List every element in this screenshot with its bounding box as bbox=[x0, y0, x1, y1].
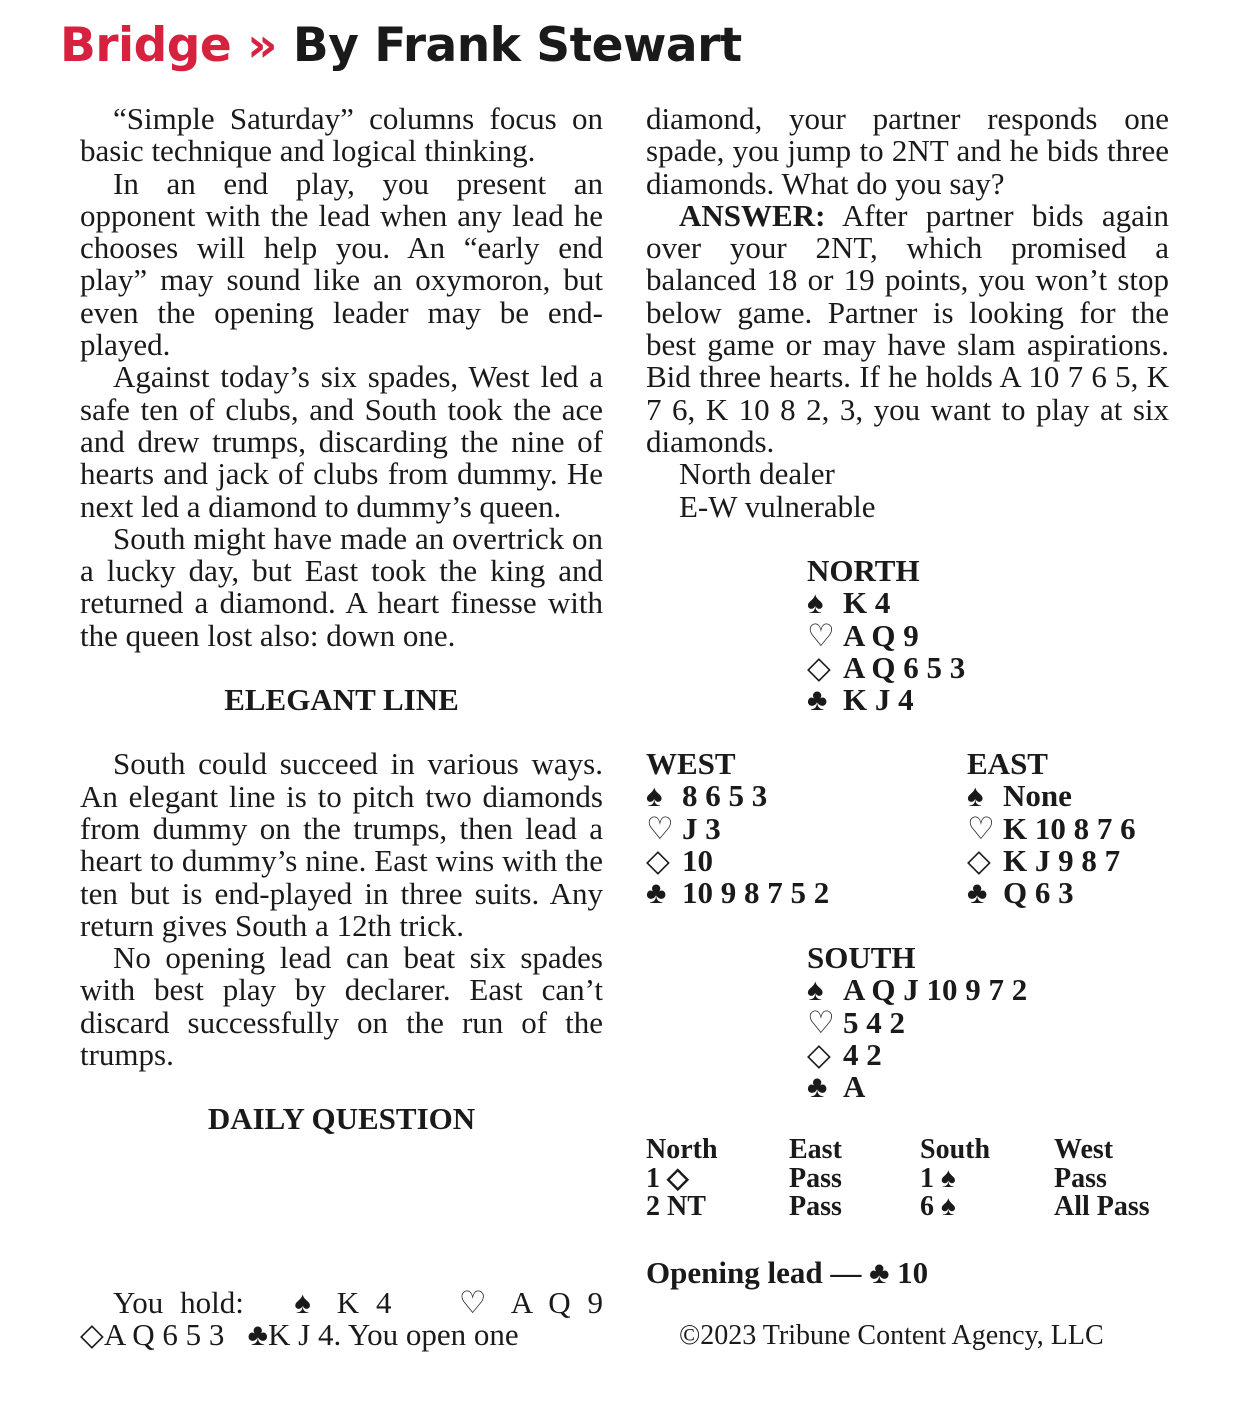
spade-icon: ♠ bbox=[807, 972, 824, 1008]
heart-icon: ♡ bbox=[967, 810, 995, 846]
club-icon: ♣ bbox=[247, 1317, 269, 1353]
auction-header: North bbox=[646, 1134, 718, 1165]
paragraph: “Simple Saturday” columns focus on basic technique and logical thinking. bbox=[80, 101, 603, 169]
hand-title: SOUTH bbox=[807, 940, 916, 975]
vulnerability: E-W vulnerable bbox=[679, 488, 876, 524]
east-clubs: Q 6 3 bbox=[1003, 875, 1074, 911]
south-diamonds: 4 2 bbox=[843, 1036, 882, 1072]
right-column bbox=[646, 103, 1169, 523]
diamond-icon: ◇ bbox=[80, 1317, 104, 1353]
north-spades: K 4 bbox=[843, 585, 891, 621]
auction-bid: 1 ♠ bbox=[920, 1162, 956, 1194]
west-clubs: 10 9 8 7 5 2 bbox=[682, 875, 830, 911]
answer-text: After partner bids again over your 2NT, which promised a balanced 18 or 19 points, you won’t stop below game. Partner is looking for the best game or may have slam aspirations. Bid three hearts. If he holds A 10 7 6 5, K 7 6, K 10 8 2, 3, you want to play at six diamonds. bbox=[646, 197, 1169, 459]
subheading-elegant-line: ELEGANT LINE bbox=[224, 682, 459, 718]
heart-icon: ♡ bbox=[807, 1004, 835, 1040]
east-hand bbox=[967, 748, 1136, 909]
subheading-daily-question: DAILY QUESTION bbox=[207, 1101, 476, 1137]
east-diamonds: K J 9 8 7 bbox=[1003, 842, 1121, 878]
club-icon: ♣ bbox=[807, 1069, 828, 1105]
paragraph: diamond, your partner responds one spade, you jump to 2NT and he bids three diamonds. What do you say? bbox=[646, 101, 1169, 201]
heart-icon: ♡ bbox=[646, 810, 674, 846]
south-hearts: 5 4 2 bbox=[843, 1004, 905, 1040]
north-hearts: A Q 9 bbox=[843, 617, 919, 653]
north-hand bbox=[807, 555, 965, 716]
hold-label: You hold: bbox=[113, 1285, 244, 1320]
west-hearts: J 3 bbox=[682, 810, 721, 846]
paragraph: South might have made an overtrick on a lucky day, but East took the king and returned a diamond. A heart finesse with the queen lost also: down one. bbox=[80, 520, 603, 653]
dealer: North dealer bbox=[679, 456, 835, 492]
hold-clubs: K J 4. You open one bbox=[268, 1317, 519, 1353]
heart-icon: ♡ bbox=[458, 1285, 496, 1320]
west-hand bbox=[646, 748, 829, 909]
auction-bid: All Pass bbox=[1054, 1191, 1150, 1222]
auction-header: West bbox=[1054, 1134, 1114, 1165]
opening-lead-label: Opening lead — bbox=[646, 1255, 862, 1290]
hand-title: WEST bbox=[646, 746, 736, 781]
opening-lead-card: ♣ 10 bbox=[869, 1255, 929, 1290]
auction-bid: 1 ◇ bbox=[646, 1162, 689, 1194]
diamond-icon: ◇ bbox=[967, 842, 991, 878]
south-clubs: A bbox=[843, 1069, 866, 1105]
hold-hearts: A Q 9 bbox=[510, 1285, 604, 1320]
paragraph: In an end play, you present an opponent with the lead when any lead he chooses will help you. An “early end play” may sound like an oxymoron, but even the opening leader may be end-played. bbox=[80, 165, 603, 363]
daily-question-hand bbox=[80, 1287, 603, 1352]
auction-bid: 2 NT bbox=[646, 1191, 706, 1222]
auction-bid: Pass bbox=[1054, 1162, 1107, 1194]
paragraph: No opening lead can beat six spades with best play by declarer. East can’t discard successfully on the run of the trumps. bbox=[80, 940, 603, 1073]
east-spades: None bbox=[1003, 778, 1072, 814]
diamond-icon: ◇ bbox=[807, 649, 831, 685]
hold-diamonds: A Q 6 5 3 bbox=[103, 1317, 225, 1353]
spade-icon: ♠ bbox=[967, 778, 984, 814]
west-diamonds: 10 bbox=[682, 842, 713, 878]
club-icon: ♣ bbox=[646, 875, 667, 911]
copyright: ©2023 Tribune Content Agency, LLC bbox=[679, 1320, 1104, 1351]
club-icon: ♣ bbox=[967, 875, 988, 911]
north-clubs: K J 4 bbox=[843, 682, 914, 718]
north-diamonds: A Q 6 5 3 bbox=[843, 649, 966, 685]
paragraph: Against today’s six spades, West led a safe ten of clubs, and South took the ace and drew trumps, discarding the nine of hearts and jack of clubs from dummy. He next led a diamond to dummy’s queen. bbox=[80, 359, 603, 524]
answer-label: ANSWER: bbox=[679, 197, 826, 233]
diamond-icon: ◇ bbox=[646, 842, 670, 878]
auction-bid: Pass bbox=[789, 1191, 842, 1222]
south-spades: A Q J 10 9 7 2 bbox=[843, 972, 1028, 1008]
byline: By Frank Stewart bbox=[292, 18, 742, 73]
club-icon: ♣ bbox=[807, 682, 828, 718]
section-title: Bridge » bbox=[60, 18, 278, 73]
hand-title: EAST bbox=[967, 746, 1048, 781]
south-hand bbox=[807, 942, 1027, 1103]
spade-icon: ♠ bbox=[807, 585, 824, 621]
answer-paragraph bbox=[646, 197, 1169, 459]
east-hearts: K 10 8 7 6 bbox=[1003, 810, 1136, 846]
spade-icon: ♠ bbox=[646, 778, 663, 814]
column-header bbox=[60, 18, 742, 73]
west-spades: 8 6 5 3 bbox=[682, 778, 768, 814]
hold-spades: K 4 bbox=[336, 1285, 392, 1320]
auction-bid: 6 ♠ bbox=[920, 1191, 956, 1222]
spade-icon: ♠ bbox=[294, 1285, 320, 1320]
auction-header: East bbox=[789, 1134, 842, 1165]
opening-lead bbox=[646, 1255, 928, 1291]
heart-icon: ♡ bbox=[807, 617, 835, 653]
auction-header: South bbox=[920, 1134, 991, 1165]
paragraph: South could succeed in various ways. An elegant line is to pitch two diamonds from dummy on the trumps, then lead a heart to dummy’s nine. East wins with the ten but is end-played in three suits. Any return gives South a 12th trick. bbox=[80, 746, 603, 943]
hand-title: NORTH bbox=[807, 553, 920, 588]
auction-bid: Pass bbox=[789, 1162, 842, 1194]
left-column bbox=[80, 103, 603, 1136]
diamond-icon: ◇ bbox=[807, 1036, 831, 1072]
